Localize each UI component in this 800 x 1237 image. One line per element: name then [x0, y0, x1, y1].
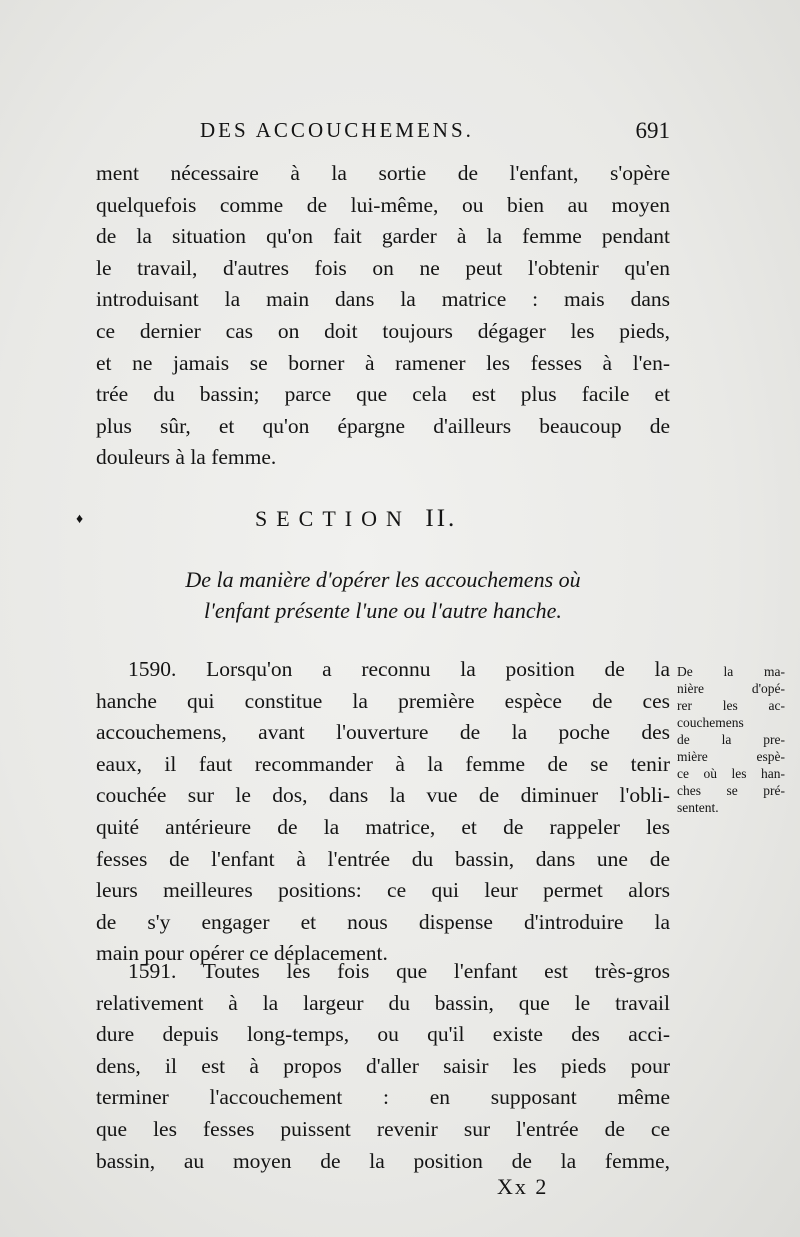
running-title: DES ACCOUCHEMENS. [200, 118, 474, 142]
text-line: couchée sur le dos, dans la vue de diminuer l'obli- [96, 783, 670, 808]
margin-note-line: sentent. [677, 800, 719, 815]
subtitle-line: l'enfant présente l'une ou l'autre hanche. [204, 598, 562, 623]
margin-note-line: ce où les han- [677, 766, 785, 781]
printer-signature: Xx 2 [497, 1174, 549, 1199]
margin-note-line: mière espè- [677, 749, 785, 764]
text-line: accouchemens, avant l'ouverture de la poche des [96, 720, 670, 745]
section-subtitle [96, 564, 670, 626]
margin-note-line: ches se pré- [677, 783, 785, 798]
margin-note [677, 663, 785, 816]
margin-note-line: de la pre- [677, 732, 785, 747]
text-line: que les fesses puissent revenir sur l'entrée de ce [96, 1116, 670, 1141]
paragraph-continuation [96, 158, 670, 474]
section-heading [255, 505, 457, 533]
paragraph-1591 [96, 956, 670, 1177]
text-line: quelquefois comme de lui-même, ou bien au moyen [96, 192, 670, 217]
text-line: eaux, il faut recommander à la femme de se tenir [96, 751, 670, 776]
text-line: dens, il est à propos d'aller saisir les pieds pour [96, 1053, 670, 1078]
text-line: introduisant la main dans la matrice : mais dans [96, 287, 670, 312]
text-line: de la situation qu'on fait garder à la femme pendant [96, 224, 670, 249]
text-line: ce dernier cas on doit toujours dégager les pieds, [96, 318, 670, 343]
margin-note-line: De la ma- [677, 664, 785, 679]
printer-mark: ♦ [76, 512, 84, 527]
text-line: terminer l'accouchement : en supposant même [96, 1085, 670, 1110]
text-line: ment nécessaire à la sortie de l'enfant, s'opère [96, 161, 670, 185]
paragraph-1590 [96, 654, 670, 970]
text-line: main pour opérer ce déplacement. [96, 941, 388, 966]
margin-note-line: couchemens [677, 715, 744, 730]
text-line: leurs meilleures positions: ce qui leur permet alors [96, 878, 670, 903]
text-line: le travail, d'autres fois on ne peut l'obtenir qu'en [96, 255, 670, 280]
text-line: 1590. Lorsqu'on a reconnu la position de la [128, 657, 670, 681]
text-line: et ne jamais se borner à ramener les fesses à l'en- [96, 350, 670, 375]
text-line: fesses de l'enfant à l'entrée du bassin, dans une de [96, 846, 670, 871]
text-line: de s'y engager et nous dispense d'introduire la [96, 909, 670, 934]
text-line: bassin, au moyen de la position de la femme, [96, 1148, 670, 1173]
margin-note-line: nière d'opé- [677, 681, 785, 696]
text-line: douleurs à la femme. [96, 445, 277, 470]
text-line: 1591. Toutes les fois que l'enfant est très-gros [128, 959, 670, 983]
section-number: II. [425, 505, 458, 532]
text-line: dure depuis long-temps, ou qu'il existe des acci- [96, 1022, 670, 1047]
section-label: SECTION [255, 506, 411, 531]
text-line: relativement à la largeur du bassin, que le travail [96, 990, 670, 1015]
text-line: hanche qui constitue la première espèce de ces [96, 688, 670, 713]
margin-note-line: rer les ac- [677, 698, 785, 713]
text-line: trée du bassin; parce que cela est plus facile et [96, 382, 670, 407]
subtitle-line: De la manière d'opérer les accouchemens où [185, 567, 581, 592]
page-number: 691 [635, 118, 670, 143]
text-line: quité antérieure de la matrice, et de rappeler les [96, 814, 670, 839]
text-line: plus sûr, et qu'on épargne d'ailleurs beaucoup de [96, 413, 670, 438]
